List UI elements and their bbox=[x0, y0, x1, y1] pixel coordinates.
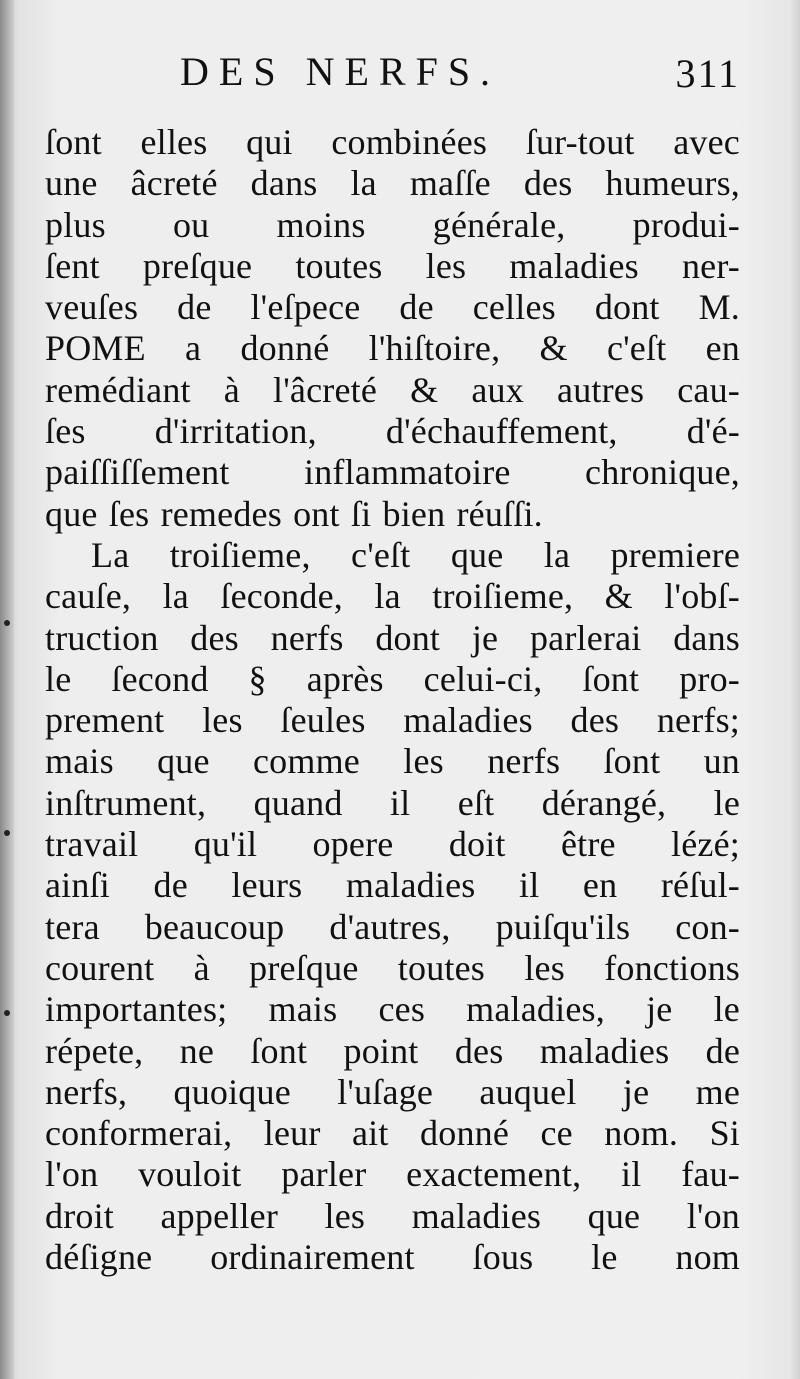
text-line: que ſes remedes ont ſi bien réuſſi. bbox=[45, 493, 543, 534]
text-line: remédiant à l'âcreté & aux autres cau- bbox=[45, 369, 740, 410]
text-line: prement les ſeules maladies des nerfs; bbox=[45, 700, 740, 741]
margin-speck bbox=[4, 1010, 10, 1016]
text-line: répete, ne ſont point des maladies de bbox=[45, 1030, 740, 1071]
text-line: truction des nerfs dont je parlerai dans bbox=[45, 617, 740, 658]
text-line: veuſes de l'eſpece de celles dont M. bbox=[45, 287, 740, 328]
text-line: ſent preſque toutes les maladies ner- bbox=[45, 245, 740, 286]
text-line: le ſecond § après celui-ci, ſont pro- bbox=[45, 658, 740, 699]
text-line: ſont elles qui combinées ſur-tout avec bbox=[45, 122, 740, 162]
body-text bbox=[45, 122, 740, 1278]
text-line: inſtrument, quand il eſt dérangé, le bbox=[45, 782, 740, 823]
text-line: ſes d'irritation, d'échauffement, d'é- bbox=[45, 411, 740, 452]
page-number: 311 bbox=[675, 51, 740, 96]
text-line: une âcreté dans la maſſe des humeurs, bbox=[45, 163, 740, 204]
margin-speck bbox=[4, 620, 10, 626]
text-line: ainſi de leurs maladies il en réſul- bbox=[45, 865, 740, 906]
text-line: POME a donné l'hiſtoire, & c'eſt en bbox=[45, 328, 740, 369]
text-line: conformerai, leur ait donné ce nom. Si bbox=[45, 1113, 740, 1154]
text-line: nerfs, quoique l'uſage auquel je me bbox=[45, 1071, 740, 1112]
text-line: travail qu'il opere doit être lézé; bbox=[45, 824, 740, 865]
running-head: DES NERFS. bbox=[180, 49, 501, 94]
text-line: déſigne ordinairement ſous le nom bbox=[45, 1237, 740, 1278]
text-line: courent à preſque toutes les fonctions bbox=[45, 947, 740, 988]
text-line: La troiſieme, c'eſt que la premiere bbox=[91, 534, 740, 575]
text-line: tera beaucoup d'autres, puiſqu'ils con- bbox=[45, 906, 740, 947]
page-gutter bbox=[0, 0, 14, 1379]
text-line: paiſſiſſement inflammatoire chronique, bbox=[45, 452, 740, 493]
text-line: plus ou moins générale, produi- bbox=[45, 204, 740, 245]
page-header bbox=[180, 48, 740, 104]
text-line: droit appeller les maladies que l'on bbox=[45, 1195, 740, 1236]
text-line: l'on vouloit parler exactement, il fau- bbox=[45, 1154, 740, 1195]
text-line: cauſe, la ſeconde, la troiſieme, & l'obſ- bbox=[45, 576, 740, 617]
margin-speck bbox=[4, 830, 10, 836]
text-line: mais que comme les nerfs ſont un bbox=[45, 741, 740, 782]
text-line: importantes; mais ces maladies, je le bbox=[45, 989, 740, 1030]
